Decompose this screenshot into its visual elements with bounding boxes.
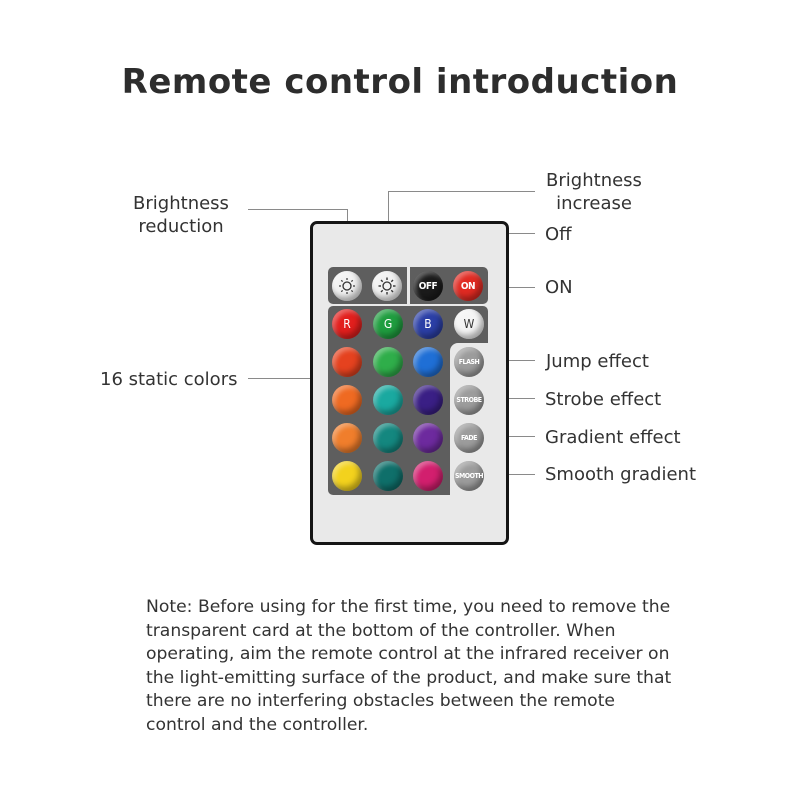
- smooth-button-label: SMOOTH: [454, 472, 484, 480]
- on-button-label: ON: [460, 280, 476, 292]
- page-title: Remote control introduction: [121, 62, 679, 102]
- brightness-up-button[interactable]: [372, 271, 402, 301]
- sun-dim-icon: [338, 277, 356, 295]
- color-button[interactable]: [413, 423, 443, 453]
- color-button[interactable]: [373, 461, 403, 491]
- label-brightness-increase: [540, 169, 648, 215]
- label-line: increase: [556, 193, 632, 214]
- note-line: transparent card at the bottom of the controller. When: [146, 620, 616, 641]
- red-button-label: R: [343, 317, 351, 331]
- color-button[interactable]: [332, 347, 362, 377]
- label-static-colors: 16 static colors: [100, 369, 238, 390]
- note-line: Note: Before using for the first time, you need to remove the: [146, 597, 671, 617]
- color-button[interactable]: [332, 385, 362, 415]
- usage-note: [146, 596, 706, 737]
- color-button[interactable]: [373, 347, 403, 377]
- leader-line: [248, 209, 347, 210]
- label-brightness-reduction: [128, 192, 234, 238]
- fade-button-label: FADE: [461, 434, 477, 442]
- color-button[interactable]: [332, 461, 362, 491]
- color-button[interactable]: [332, 423, 362, 453]
- color-button[interactable]: [413, 385, 443, 415]
- remote-top-divider: [407, 267, 410, 304]
- white-button-label: W: [463, 317, 475, 331]
- off-button-label: OFF: [418, 280, 438, 292]
- blue-button[interactable]: [413, 309, 443, 339]
- label-line: Brightness: [546, 170, 642, 191]
- color-button[interactable]: [373, 385, 403, 415]
- note-line: there are no interfering obstacles between the remote: [146, 691, 616, 711]
- note-line: operating, aim the remote control at the infrared receiver on: [146, 644, 670, 664]
- leader-line: [388, 191, 535, 192]
- strobe-button-label: STROBE: [456, 396, 482, 404]
- smooth-button[interactable]: [454, 461, 484, 491]
- off-button[interactable]: [413, 271, 443, 301]
- label-gradient-effect: Gradient effect: [545, 427, 681, 448]
- color-button[interactable]: [413, 347, 443, 377]
- green-button[interactable]: [373, 309, 403, 339]
- on-button[interactable]: [453, 271, 483, 301]
- label-on: ON: [545, 277, 573, 298]
- color-button[interactable]: [373, 423, 403, 453]
- strobe-button[interactable]: [454, 385, 484, 415]
- flash-button-label: FLASH: [458, 358, 480, 366]
- flash-button[interactable]: [454, 347, 484, 377]
- label-smooth-gradient: Smooth gradient: [545, 464, 696, 485]
- fade-button[interactable]: [454, 423, 484, 453]
- label-off: Off: [545, 224, 572, 245]
- label-strobe-effect: Strobe effect: [545, 389, 662, 410]
- label-jump-effect: Jump effect: [546, 351, 649, 372]
- brightness-down-button[interactable]: [332, 271, 362, 301]
- red-button[interactable]: [332, 309, 362, 339]
- green-button-label: G: [383, 317, 393, 331]
- label-line: reduction: [138, 216, 224, 237]
- blue-button-label: B: [424, 317, 432, 331]
- note-line: control and the controller.: [146, 714, 369, 735]
- label-line: Brightness: [133, 193, 229, 214]
- sun-bright-icon: [378, 277, 396, 295]
- white-button[interactable]: [454, 309, 484, 339]
- note-line: the light-emitting surface of the product, and make sure that: [146, 667, 672, 688]
- color-button[interactable]: [413, 461, 443, 491]
